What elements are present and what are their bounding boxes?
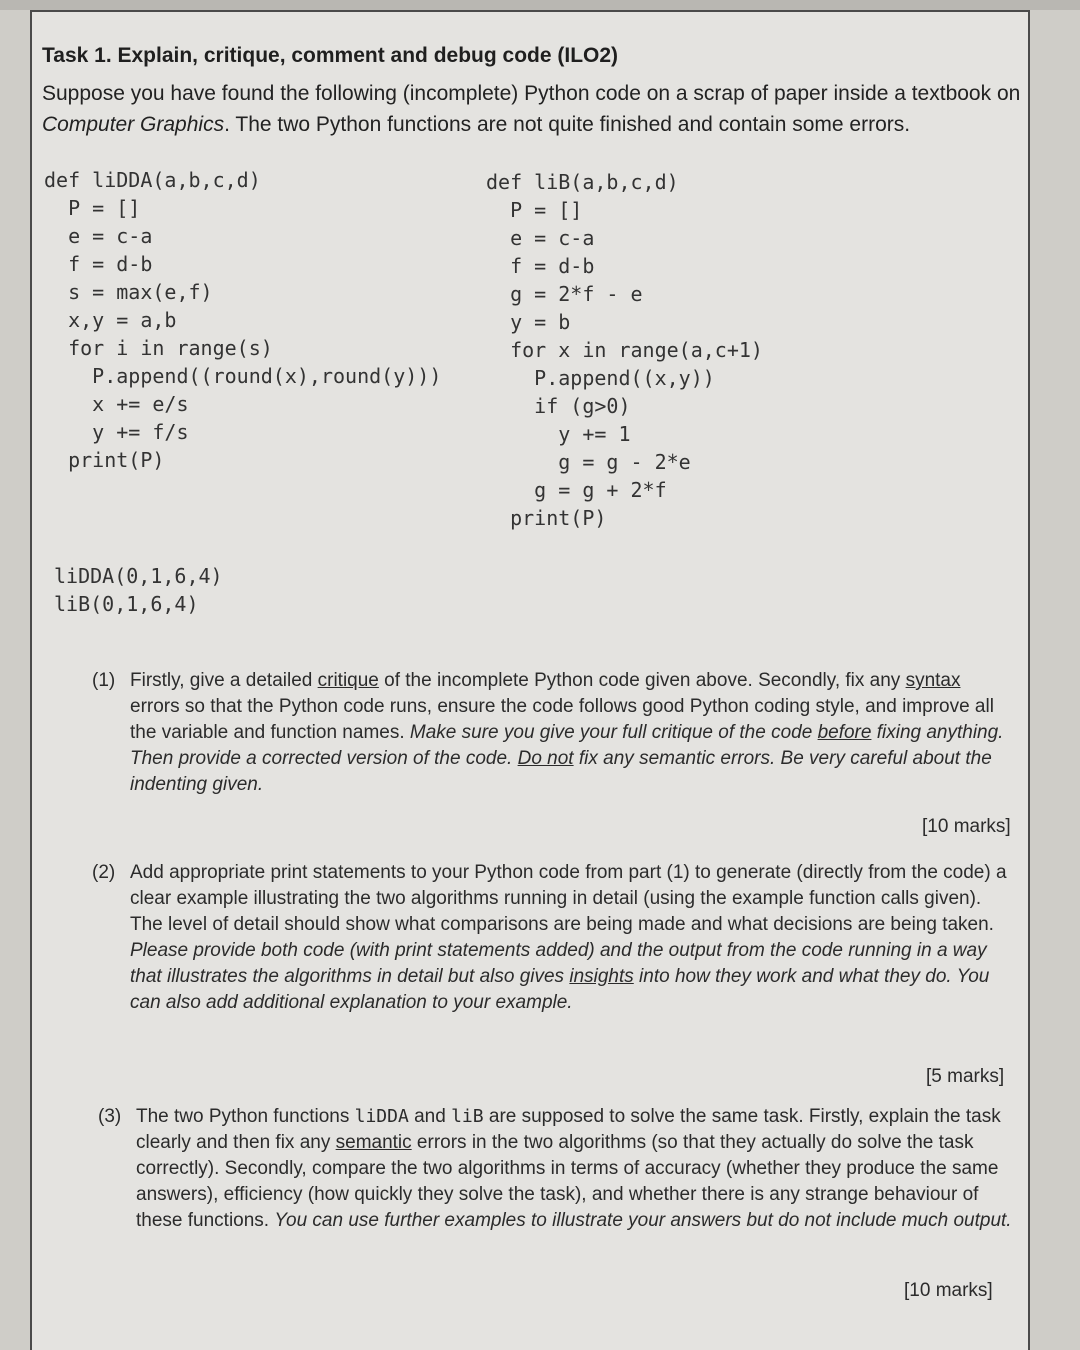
question-3-number: (3): [98, 1106, 122, 1127]
question-3: [98, 1104, 1018, 1234]
intro-text-end: . The two Python functions are not quite finished and contain some errors.: [224, 113, 911, 136]
question-2-text: Add appropriate print statements to your Python code from part (1) to generate (directly from the code) a clear example illustrating the two algorithms running in detail (using the example function calls given). The level of detail should show what comparisons are being made and what decisions are being taken. Please provide both code (with print statements added) and the output from the code running in a way that illustrates the algorithms in detail but also gives insights into how they work and what they do. You can also add additional explanation to your example.: [130, 862, 1007, 1013]
code-liB: def liB(a,b,c,d) P = [] e = c-a f = d-b g = 2*f - e y = b for x in range(a,c+1) P.append((x,y)) if (g>0) y += 1 g = g - 2*e g = g + 2*f print(P): [486, 170, 763, 530]
question-2-marks: [5 marks]: [926, 1066, 1005, 1087]
task-title: Task 1. Explain, critique, comment and debug code (ILO2): [42, 44, 619, 67]
code-function-calls: liDDA(0,1,6,4) liB(0,1,6,4): [54, 564, 223, 616]
question-1: [92, 668, 1012, 798]
question-3-marks: [10 marks]: [904, 1280, 993, 1301]
top-strip: [0, 0, 1080, 10]
task-intro: [42, 78, 1032, 140]
question-1-text: Firstly, give a detailed critique of the incomplete Python code given above. Secondly, fix any syntax errors so that the Python code runs, ensure the code follows good Python coding style, and improve all the variable and function names. Make sure you give your full critique of the code before fixing anything. Then provide a corrected version of the code. Do not fix any semantic errors. Be very careful about the indenting given.: [130, 670, 1004, 795]
question-1-number: (1): [92, 670, 116, 691]
question-2: [92, 860, 1012, 1016]
question-1-marks: [10 marks]: [922, 816, 1011, 837]
question-3-text: The two Python functions liDDA and liB are supposed to solve the same task. Firstly, explain the task clearly and then fix any semantic errors in the two algorithms (so that they actually do solve the task correctly). Secondly, compare the two algorithms in terms of accuracy (whether they produce the same answers), efficiency (how quickly they solve the task), and whether there is any strange behaviour of these functions. You can use further examples to illustrate your answers but do not include much output.: [136, 1106, 1012, 1231]
intro-emphasis: Computer Graphics: [42, 113, 225, 136]
code-liDDA: def liDDA(a,b,c,d) P = [] e = c-a f = d-b s = max(e,f) x,y = a,b for i in range(s) P.append((round(x),round(y))) x += e/s y += f/s print(P): [44, 168, 442, 472]
intro-text: Suppose you have found the following (incomplete) Python code on a scrap of paper inside a textbook on: [42, 82, 1021, 105]
question-2-number: (2): [92, 862, 116, 883]
